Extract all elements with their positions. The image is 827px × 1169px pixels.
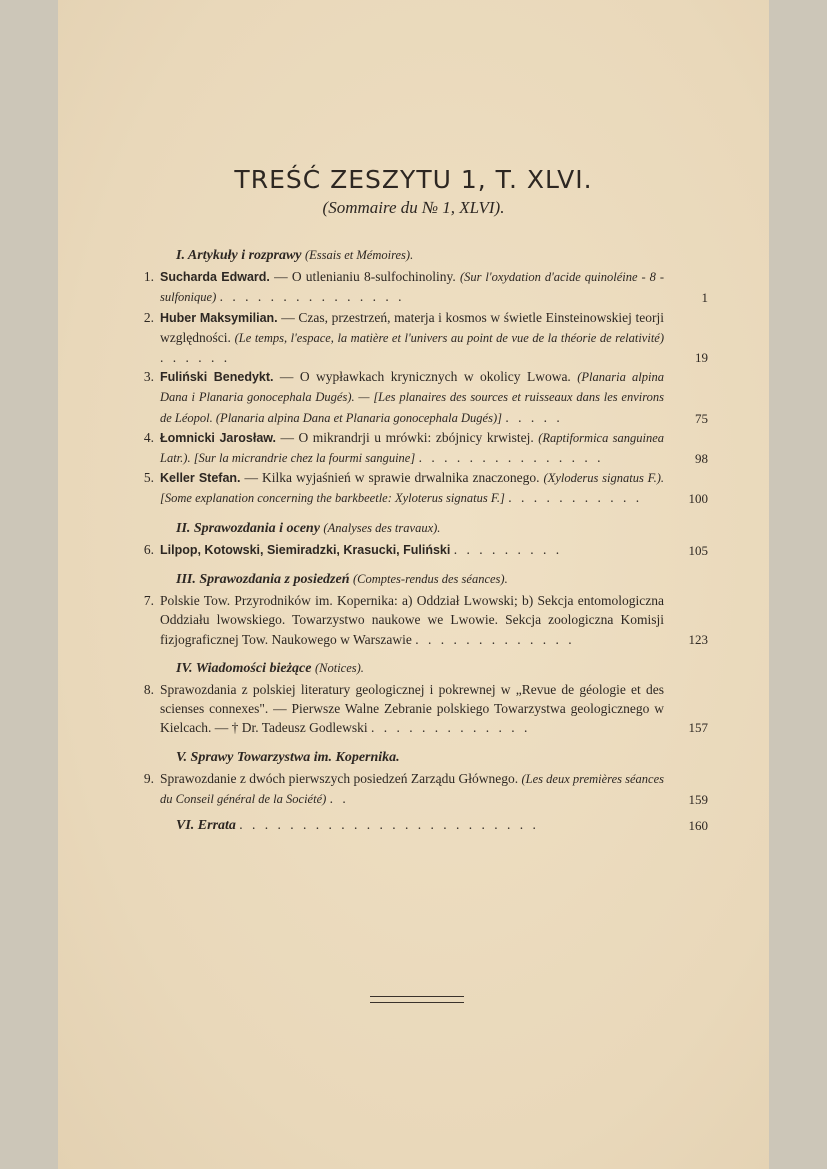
entry-translation: (Sur l'oxydation d'acide quinoléine - 8 - sulfonique): [160, 270, 664, 305]
table-of-contents: [138, 242, 708, 835]
leader-dots: . . . . . . . . . . . . .: [415, 631, 575, 647]
entry-number: 1.: [143, 269, 154, 285]
entry-translation: (Les deux premières séances du Conseil général de la Société): [160, 771, 665, 807]
entry-number: 2.: [143, 309, 154, 325]
entry-page: 19: [695, 350, 708, 366]
entry-number: 9.: [143, 770, 154, 786]
leader-dots: . . . . . . . . . . .: [508, 490, 643, 506]
section-heading: [176, 748, 708, 767]
section-title: I. Artykuły i rozprawy: [176, 248, 302, 263]
section-title: II. Sprawozdania i oceny: [176, 520, 320, 536]
toc-entry: [138, 367, 708, 428]
document-page: [58, 0, 769, 1169]
section-heading: [176, 246, 708, 265]
entry-page: 75: [695, 410, 708, 426]
entry-author: Fuliński Benedykt.: [160, 370, 274, 385]
closing-double-rule: [370, 996, 464, 1003]
entry-text: Polskie Tow. Przyrodników im. Kopernika: a) Oddział Lwowski; b) Sekcja entomologiczna Oddziału lwowskiego. Towarzystwo naukowe we Lwowie. Sekcja zoologiczna Komisji fizjograficznej Tow. Naukowego w Warszawie: [160, 593, 664, 647]
leader-dots: . . . . .: [505, 409, 563, 425]
entry-number: 3.: [143, 369, 154, 385]
toc-entry: [138, 680, 708, 738]
toc-entry: [138, 267, 708, 307]
entry-page: 100: [688, 491, 708, 507]
entry-author: Keller Stefan.: [160, 471, 241, 486]
entry-number: 4.: [143, 429, 154, 445]
leader-dots: . . . . . . . . . . . . . . .: [418, 450, 604, 466]
entry-translation: (Xyloderus signatus F.). [Some explanation concerning the barkbeetle: Xyloterus signatus F.]: [160, 471, 665, 506]
entry-text: — O utlenianiu 8-sulfochinoliny.: [269, 269, 460, 285]
entry-translation: (Le temps, l'espace, la matière et l'univers au point de vue de la théorie de relativité): [234, 330, 665, 345]
scan-margin-right: [769, 0, 827, 1169]
leader-dots: . . . . . . . . .: [453, 541, 563, 557]
entry-author: Huber Maksymilian.: [160, 310, 278, 325]
entry-author: Łomnicki Jarosław.: [160, 430, 276, 445]
leader-dots: . . . . . . . . . . . . . . . . . . . . . . . .: [239, 817, 539, 833]
section-subtitle: (Comptes-rendus des séances).: [353, 572, 508, 587]
toc-entry: [138, 428, 708, 468]
entry-number: 5.: [143, 470, 154, 486]
entry-page: 159: [688, 792, 708, 808]
entry-text: Sprawozdania z polskiej literatury geologicznej i pokrewnej w „Revue de géologie et des scienses connexes". — Pierwsze Walne Zebranie polskiego Towarzystwa geologicznego w Kielcach. — † Dr. Tadeusz Godlewski: [160, 682, 664, 736]
section-title: IV. Wiadomości bieżące: [176, 660, 312, 676]
section-subtitle: (Analyses des travaux).: [323, 520, 441, 535]
page-subtitle: (Sommaire du № 1, XLVI).: [322, 198, 505, 217]
entry-text: — Kilka wyjaśnień w sprawie drwalnika znaczonego.: [240, 470, 544, 486]
toc-entry: [138, 308, 708, 368]
section-heading: [176, 659, 708, 678]
toc-entry: [138, 591, 708, 649]
entry-translation: (Planaria alpina Dana i Planaria gonocephala Dugés). — [Les planaires des sources et ruisseaux dans les environs de Léopol. (Planaria alpina Dana et Planaria gonocephala Dugés)]: [160, 370, 664, 425]
section-subtitle: (Essais et Mémoires).: [305, 248, 414, 262]
entry-page: 98: [695, 451, 708, 467]
entry-author: Sucharda Edward.: [160, 270, 270, 285]
scan-margin-left: [0, 0, 58, 1169]
toc-entry: [138, 540, 708, 560]
entry-text: — O mikrandrji u mrówki: zbójnicy krwistej.: [276, 429, 539, 445]
errata-page: 160: [688, 818, 708, 834]
entry-text: — Czas, przestrzeń, materja i kosmos w świetle Einsteinowskiej teorji względności.: [160, 309, 665, 345]
leader-dots: . . . . . . . . . . . . . . .: [219, 289, 405, 305]
toc-entry: [138, 468, 708, 508]
section-title: III. Sprawozdania z posiedzeń: [176, 572, 350, 588]
section-subtitle: (Notices).: [314, 660, 364, 675]
leader-dots: . . . . . .: [160, 350, 231, 366]
section-title: V. Sprawy Towarzystwa im. Kopernika.: [176, 749, 400, 765]
entry-translation: (Raptiformica sanguinea Latr.). [Sur la micrandrie chez la fourmi sanguine]: [160, 430, 664, 466]
entry-author: Lilpop, Kotowski, Siemiradzki, Krasucki, Fuliński: [160, 542, 451, 557]
section-heading: [176, 519, 708, 538]
page-title: TREŚĆ ZESZYTU 1, T. XLVI.: [234, 165, 593, 194]
entry-number: 6.: [143, 541, 154, 557]
errata-title: VI. Errata: [176, 818, 236, 834]
entry-number: 8.: [143, 682, 154, 698]
entry-text: — O wypławkach krynicznych w okolicy Lwowa.: [273, 369, 578, 385]
entry-page: 157: [688, 720, 708, 736]
toc-entry: [138, 769, 708, 809]
entry-page: 1: [701, 290, 708, 306]
entry-page: 123: [688, 631, 708, 647]
leader-dots: . .: [329, 791, 349, 807]
entry-page: 105: [688, 542, 708, 558]
entry-text: Sprawozdanie z dwóch pierwszych posiedzeń Zarządu Głównego.: [160, 770, 522, 786]
entry-number: 7.: [143, 593, 154, 609]
leader-dots: . . . . . . . . . . . . .: [371, 720, 531, 736]
section-heading: [176, 570, 708, 589]
errata-entry: [176, 815, 708, 835]
